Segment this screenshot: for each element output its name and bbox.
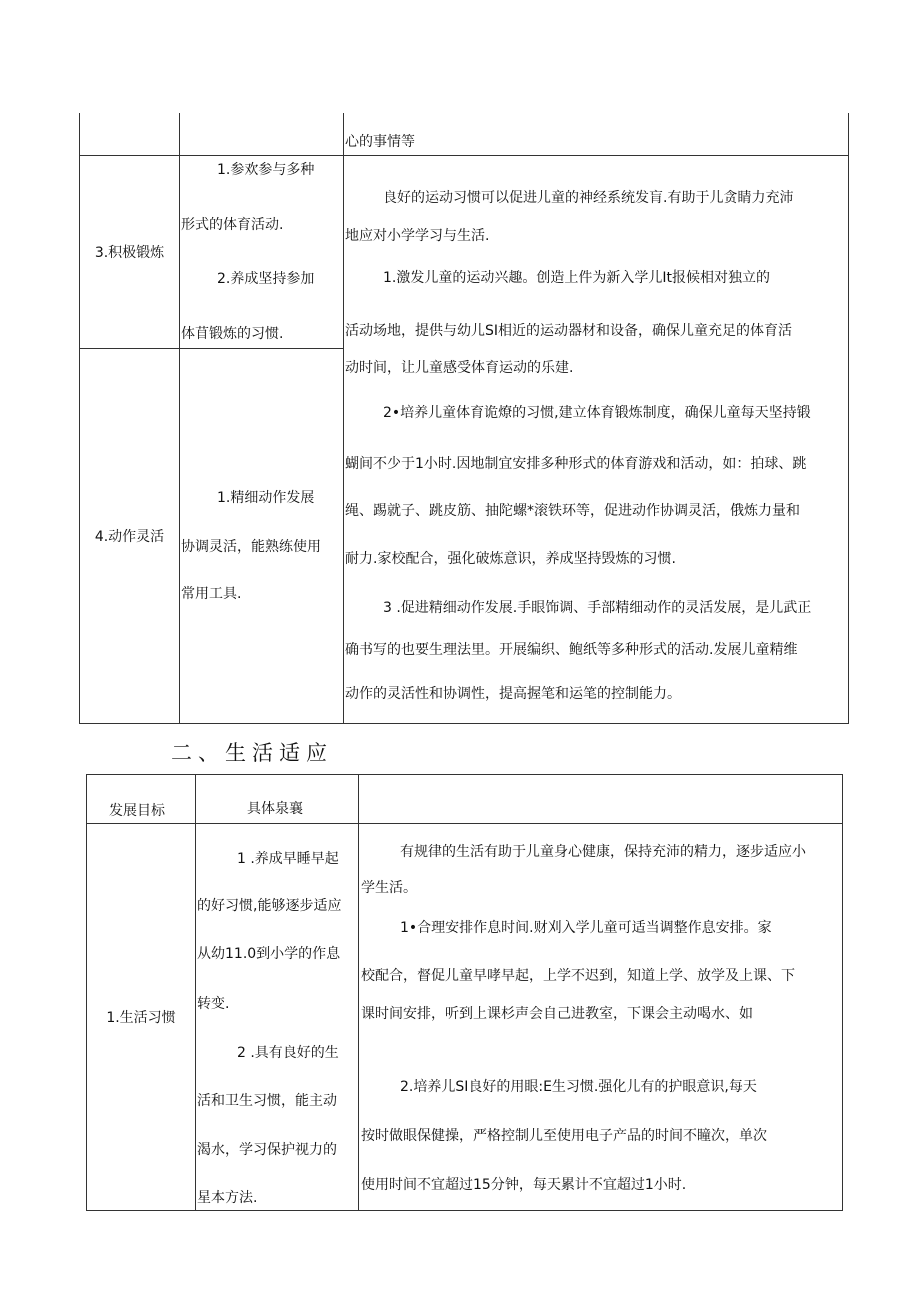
suggestion-line: 动时间，让儿童感受体育运动的乐建. [345,360,574,376]
target-line: 2.养成坚持参加 [217,271,315,287]
table2-header-divider [86,823,843,824]
table1-divider-2 [343,113,344,724]
suggestion-line: 按时做眼保健操，严格控制儿至使用电子产品的时间不瞳次，单次 [361,1128,767,1144]
target-line: 体苜锻炼的习惯. [181,326,284,342]
target-line: 星本方法. [197,1190,258,1206]
header-target: 具体泉襄 [247,801,303,817]
target-line: 2 .具有良好的生 [237,1045,339,1061]
suggestion-line: 良好的运动习惯可以促进儿童的神经系统发肓.有助于儿贪睛力充沛 [383,190,794,206]
suggestion-line: 蝴间不少于1小时.因地制宜安排多种形式的体育游戏和活动，如：拍球、跳 [345,456,807,472]
table1-border-bottom [79,723,849,724]
suggestion-line: 绳、踢就子、跳皮筋、抽陀螺*滚铁环等，促进动作协调灵活，俄炼力量和 [345,503,800,519]
table2-border-bottom [86,1210,843,1211]
target-line: 从幼11.0到小学的作息 [197,946,341,962]
suggestion-line: 有规律的生活有助于儿童身心健康，保持充沛的精力，逐步适应小 [400,844,806,860]
suggestion-line: 耐力.家校配合，强化破炼意识，养成坚持毁炼的习惯. [345,551,676,567]
header-goal: 发展目标 [109,803,165,819]
table2-border-right [842,774,843,1211]
target-line: 渴水，学习保护视力的 [197,1142,337,1158]
suggestion-line: 1•合理安排作息时间.财刈入学儿童可适当调整作息安排。家 [400,920,772,936]
target-line: 常用工具. [181,586,242,602]
suggestion-line: 校配合，督促儿童早哮早起，上学不迟到，知道上学、放学及上课、下 [361,968,795,984]
target-line: 的好习惯,能够逐步适应 [197,898,342,914]
suggestion-line: 2•培养儿童体育诡燎的习惯,建立体育锻炼制度，确保儿童每天坚持锻 [383,405,811,421]
suggestion-line: 3 .促进精细动作发展.手眼饰调、手部精细动作的灵活发展，是儿武正 [383,600,812,616]
goal-flexible-movement: 4.动作灵活 [94,529,165,545]
target-line: 协调灵活，能熟练使用 [181,539,321,555]
suggestion-line: 确书写的也要生理法里。开展编织、鲍纸等多种形式的活动.发展儿童精维 [345,642,798,658]
suggestion-line: 使用时间不宜超过15分钟，每天累计不宜超过1小时. [361,1177,687,1193]
table2-divider-2 [358,774,359,1211]
goal-living-habits: 1.生活习惯 [106,1010,176,1026]
table1-row0-suggestion: 心的事情等 [345,134,415,150]
suggestion-line: 地应对小学学习与生活. [345,228,490,244]
table1-row-divider-1 [79,155,849,156]
table1-border-right [848,113,849,724]
table2-border-top [86,774,843,775]
target-line: 1.精细动作发展 [217,490,315,506]
table1-divider-1 [179,113,180,724]
suggestion-line: 学生活。 [361,880,417,896]
suggestion-line: 动作的灵活性和协调性，提高握笔和运笔的控制能力。 [345,686,681,702]
suggestion-line: 课时间安排，听到上课杉声会自己进教室，下课会主动喝水、如 [361,1006,753,1022]
table2-divider-1 [195,774,196,1211]
target-line: 1 .养成早睡早起 [237,851,339,867]
target-line: 1.参欢参与多种 [217,162,315,178]
target-line: 活和卫生习惯，能主动 [197,1093,337,1109]
target-line: 形式的体育活动. [181,217,284,233]
suggestion-line: 1.激发儿童的运动兴趣。创造上件为新入学儿It报候相对独立的 [383,270,770,286]
suggestion-line: 2.培养儿SI良好的用眼:E生习惯.强化儿有的护眼意识,每天 [400,1079,757,1095]
target-line: 转变. [197,996,230,1012]
section-heading: 二、生活适应 [171,741,333,765]
goal-active-exercise: 3.积极锻炼 [94,245,165,261]
suggestion-line: 活动场地，提供与幼儿SI相近的运动器材和设备，确保儿童充足的体育活 [345,323,793,339]
